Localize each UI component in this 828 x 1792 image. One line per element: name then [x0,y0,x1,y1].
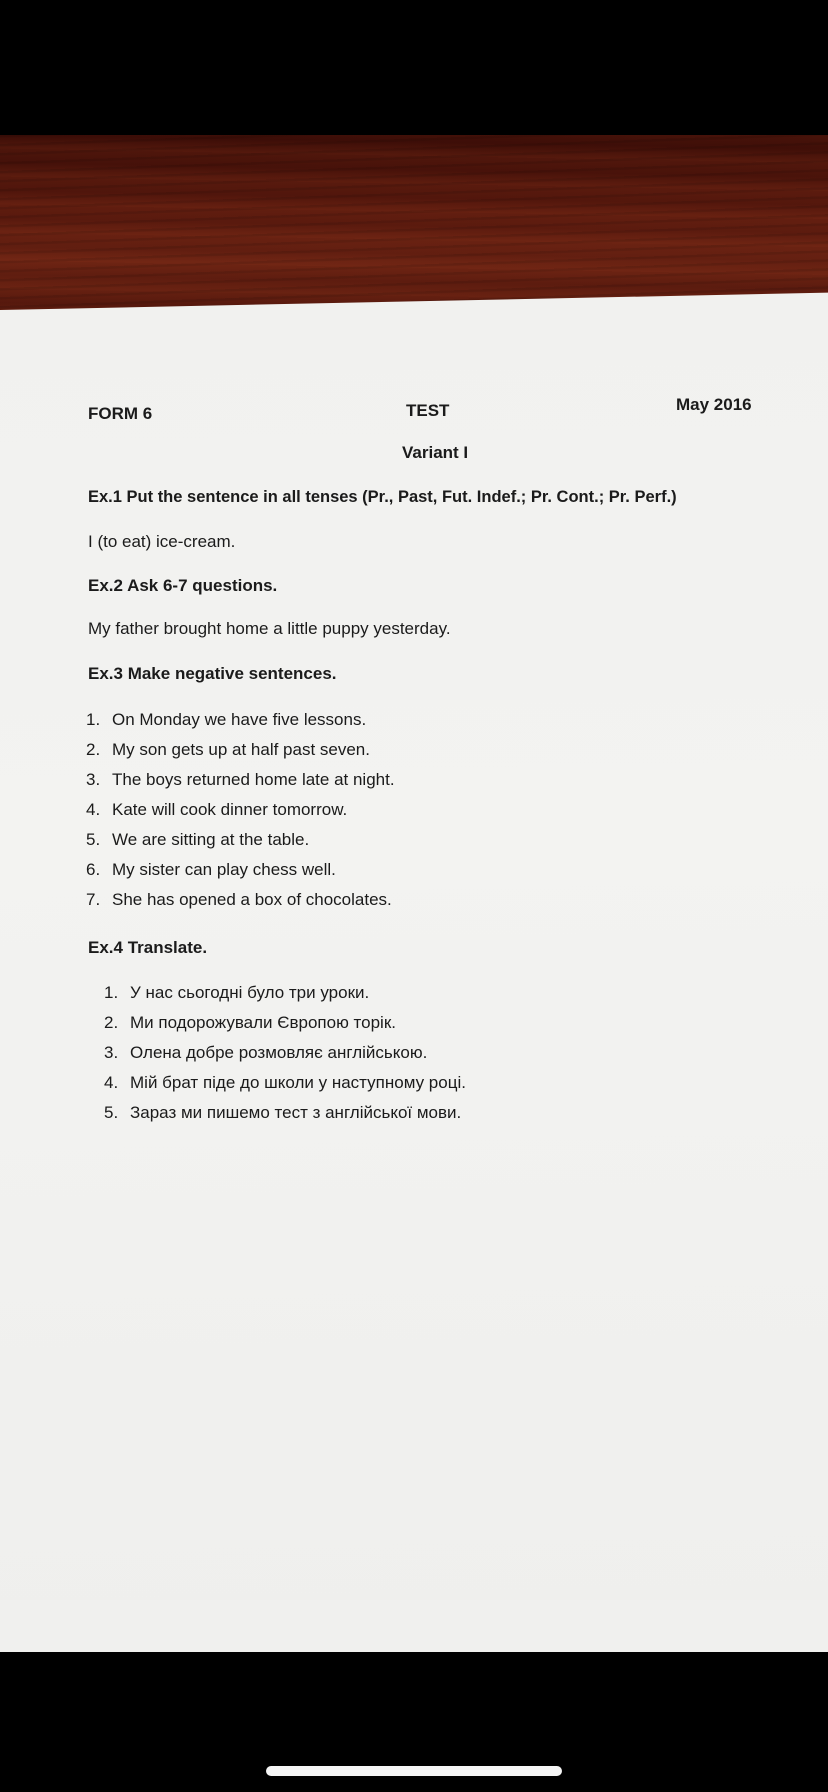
ex2-title: Ex.2 Ask 6-7 questions. [88,576,278,595]
ex4-list [104,978,466,1128]
list-item: 5. Зараз ми пишемо тест з англійської мови. [104,1103,462,1122]
ex3-title: Ex.3 Make negative sentences. [88,664,337,683]
ex2-sentence: My father brought home a little puppy yesterday. [88,619,451,638]
list-item: 5. We are sitting at the table. [86,830,310,849]
list-item: 2. Ми подорожували Європою торік. [104,1013,396,1032]
form-label: FORM 6 [88,404,153,423]
test-label: TEST [406,401,450,420]
list-item: 1. У нас сьогодні було три уроки. [104,983,370,1002]
ex4-title: Ex.4 Translate. [88,938,208,957]
list-item: 3. Олена добре розмовляє англійською. [104,1043,428,1062]
ex1-title: Ex.1 Put the sentence in all tenses (Pr., Past, Fut. Indef.; Pr. Cont.; Pr. Perf.) [88,488,677,506]
list-item: 3. The boys returned home late at night. [86,770,395,789]
list-item: 1. On Monday we have five lessons. [86,710,367,729]
date-label: May 2016 [676,395,752,414]
ex1-sentence: I (to eat) ice-cream. [88,532,236,551]
variant-label: Variant I [402,443,469,462]
list-item: 4. Kate will cook dinner tomorrow. [86,800,348,819]
list-item: 2. My son gets up at half past seven. [86,740,370,759]
list-item: 6. My sister can play chess well. [86,860,336,879]
ex3-list [86,705,395,915]
home-indicator[interactable] [266,1766,562,1776]
list-item: 7. She has opened a box of chocolates. [86,890,392,909]
list-item: 4. Мій брат піде до школи у наступному році. [104,1073,466,1092]
